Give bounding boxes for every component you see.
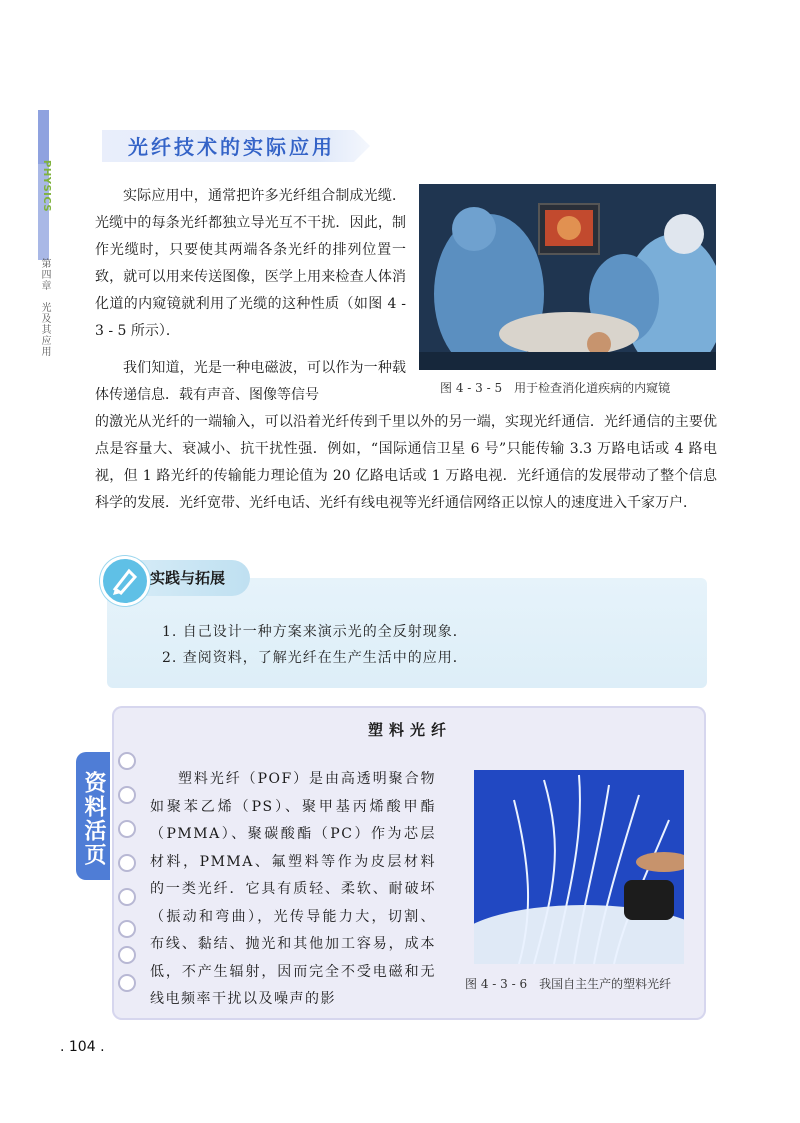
info-paragraph: 塑料光纤（POF）是由高透明聚合物如聚苯乙烯（PS）、聚甲基丙烯酸甲酯（PMMA）、聚碳酸酯（PC）作为芯层材料，PMMA、氟塑料等作为皮层材料的一类光纤．它具有质轻、柔软、耐破坏（振动和弯曲），光传导能力大，切割、布线、黏结、抛光和其他加工容易，成本低，不产生辐射，因而完全不受电磁和无线电频率干扰以及噪声的影 <box>150 771 436 1007</box>
practice-icon <box>100 556 150 606</box>
body-paragraph: 我们知道，光是一种电磁波，可以作为一种载体传递信息．载有声音、图像等信号 <box>95 360 406 403</box>
info-title: 塑料光纤 <box>367 721 452 739</box>
binder-ring <box>118 946 136 964</box>
endoscope-photo <box>419 184 716 370</box>
info-tab-label: 资料活页 <box>81 771 106 867</box>
body-paragraph: 的激光从光纤的一端输入，可以沿着光纤传到千里以外的另一端，实现光纤通信．光纤通信的主要优点是容量大、衰减小、抗干扰性强．例如，“国际通信卫星 6 号”只能传输 3.3 万路电话或 4 路电视，但 1 路光纤的传输能力理论值为 20 亿路电话或 1 万路电视．光纤通信的发展带动了整个信息科学的发展．光纤宽带、光纤电话、光纤有线电视等光纤通信网络正以惊人的速度进入千家万户． <box>95 414 717 511</box>
body-paragraph: 实际应用中，通常把许多光纤组合制成光缆．光缆中的每条光纤都独立导光互不干扰．因此，制作光缆时，只要使其两端各条光纤的排列位置一致，就可以用来传送图像，医学上用来检查人体消化道的内窥镜就利用了光缆的这种性质（如图 4 - 3 - 5 所示）． <box>95 188 406 339</box>
binder-ring <box>118 974 136 992</box>
binder-ring <box>118 888 136 906</box>
plastic-fiber-illustration <box>474 770 684 964</box>
margin-color-strip-top <box>38 110 49 164</box>
endoscope-photo-illustration <box>419 184 716 370</box>
plastic-fiber-photo <box>474 770 684 964</box>
practice-item: 2. 查阅资料，了解光纤在生产生活中的应用． <box>162 650 468 666</box>
series-label: PHYSICS <box>41 160 52 213</box>
section-title: 光纤技术的实际应用 <box>128 135 335 159</box>
page-number: . 104 . <box>60 1039 105 1055</box>
binder-ring <box>118 752 136 770</box>
binder-ring <box>118 820 136 838</box>
figure-caption: 图 4 - 3 - 6 我国自主生产的塑料光纤 <box>465 977 672 991</box>
binder-ring <box>118 920 136 938</box>
binder-ring <box>118 786 136 804</box>
practice-title: 实践与拓展 <box>150 569 226 587</box>
practice-item: 1. 自己设计一种方案来演示光的全反射现象． <box>162 624 468 640</box>
chapter-label: 第四章 光及其应用 <box>39 258 50 357</box>
pencil-ruler-icon <box>103 559 147 603</box>
binder-ring <box>118 854 136 872</box>
figure-caption: 图 4 - 3 - 5 用于检查消化道疾病的内窥镜 <box>440 381 671 395</box>
